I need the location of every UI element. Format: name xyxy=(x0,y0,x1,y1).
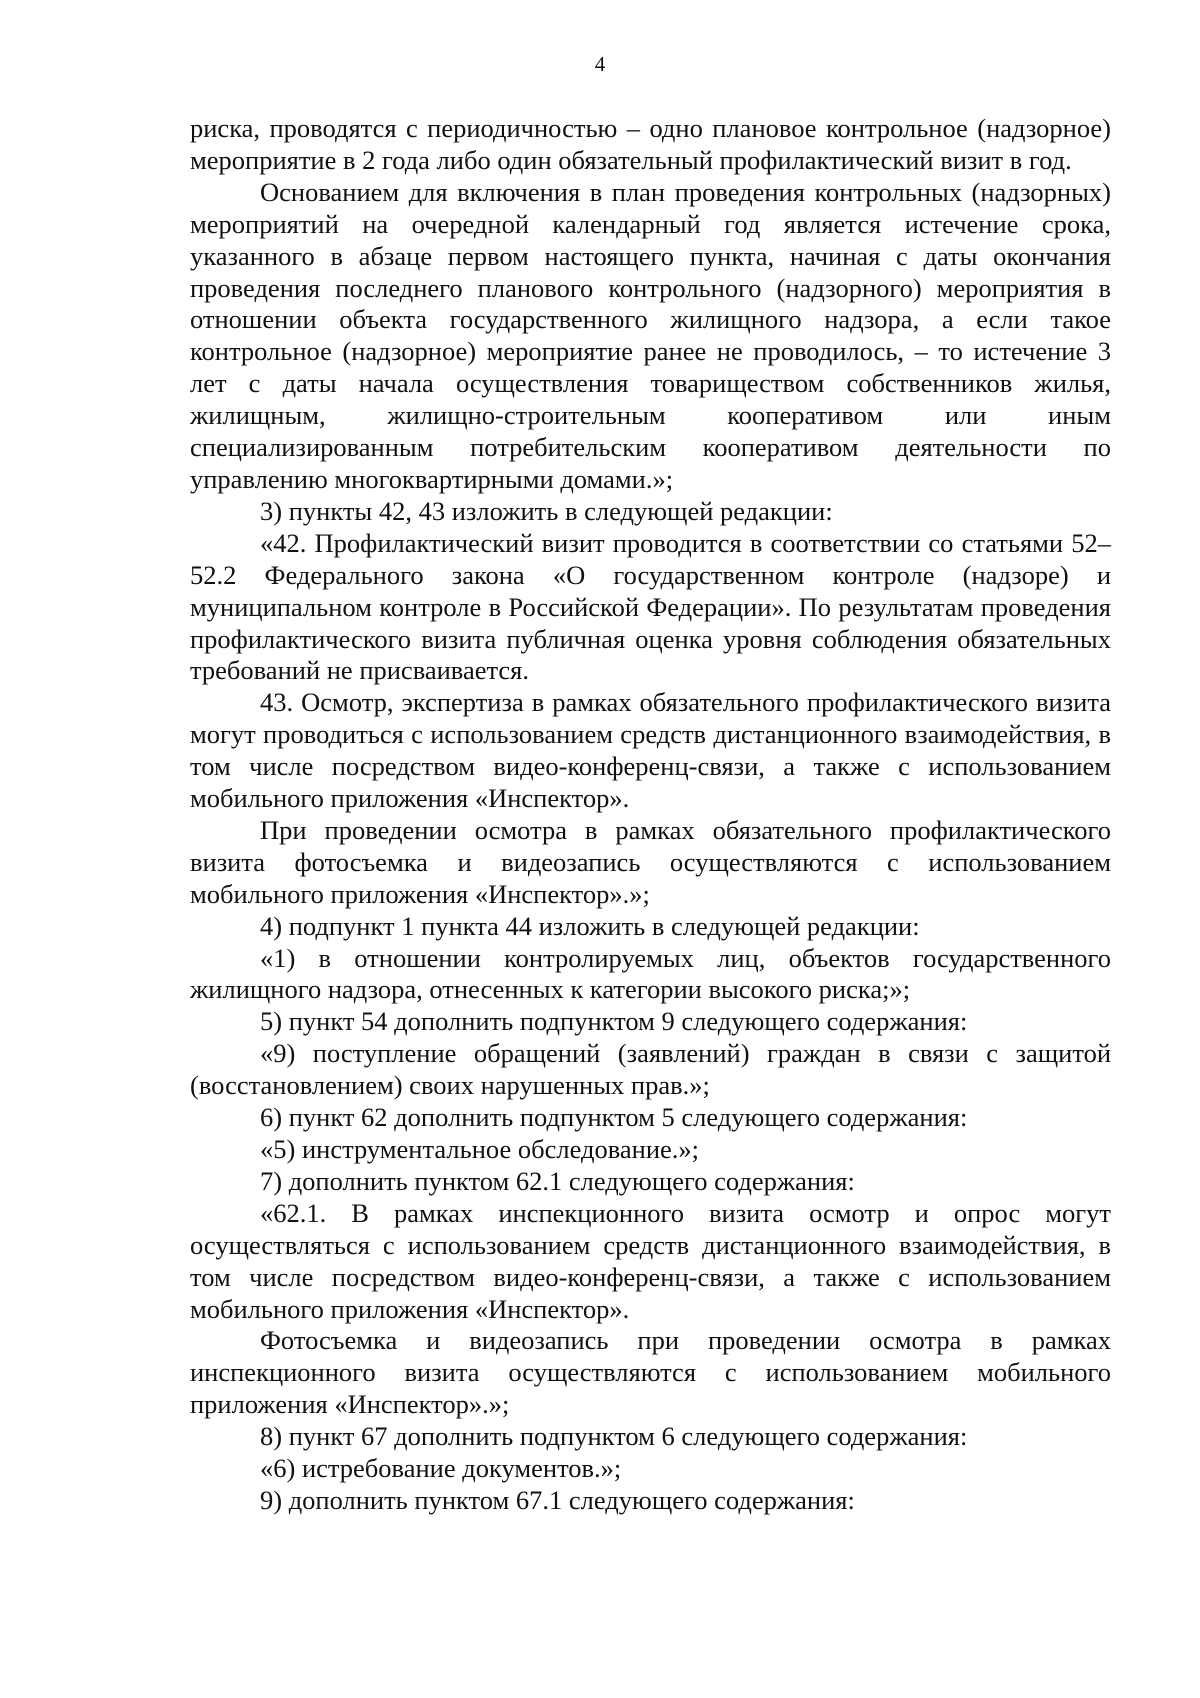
paragraph: 6) пункт 62 дополнить подпунктом 5 следующего содержания: xyxy=(260,1102,968,1133)
paragraph: «6) истребование документов.»; xyxy=(260,1453,622,1484)
paragraph: риска, проводятся с периодичностью – одно плановое контрольное (надзорное) мероприятие в 2 года либо один обязательный профилактический визит в год. xyxy=(190,113,1111,175)
paragraph: 43. Осмотр, экспертиза в рамках обязательного профилактического визита могут проводиться с использованием средств дистанционного взаимодействия, в том числе посредством видео-конференц-связи, а также с использованием мобильного приложения «Инспектор». xyxy=(190,687,1111,814)
paragraph: При проведении осмотра в рамках обязательного профилактического визита фотосъемка и видеозапись осуществляются с использованием мобильного приложения «Инспектор».»; xyxy=(190,814,1111,909)
paragraph: «1) в отношении контролируемых лиц, объектов государственного жилищного надзора, отнесенных к категории высокого риска;»; xyxy=(190,942,1111,1005)
paragraph: Основанием для включения в план проведения контрольных (надзорных) мероприятий на очередной календарный год является истечение срока, указанного в абзаце первом настоящего пункта, начиная с даты окончания проведения последнего планового контрольного (надзорного) мероприятия в отношении объекта государственного жилищного надзора, а если такое контрольное (надзорное) мероприятие ранее не проводилось, – то истечение 3 лет с даты начала осуществления товариществом собственников жилья, жилищным, жилищно-строительным кооперативом или иным специализированным потребительским кооперативом деятельности по управлению многоквартирными домами.»; xyxy=(190,176,1111,494)
paragraph: «42. Профилактический визит проводится в соответствии со статьями 52–52.2 Федерального закона «О государственном контроле (надзоре) и муниципальном контроле в Российской Федерации». По результатам проведения профилактического визита публичная оценка уровня соблюдения обязательных требований не присваивается. xyxy=(190,527,1111,686)
paragraph: «9) поступление обращений (заявлений) граждан в связи с защитой (восстановлением) своих нарушенных прав.»; xyxy=(190,1038,1111,1101)
paragraph: 5) пункт 54 дополнить подпунктом 9 следующего содержания: xyxy=(260,1006,968,1037)
page-number: 4 xyxy=(594,52,606,76)
paragraph: «62.1. В рамках инспекционного визита осмотр и опрос могут осуществляться с использованием средств дистанционного взаимодействия, в том числе посредством видео-конференц-связи, а также с использованием мобильного приложения «Инспектор». xyxy=(190,1197,1111,1324)
paragraph: 9) дополнить пунктом 67.1 следующего содержания: xyxy=(260,1484,855,1515)
paragraph: Фотосъемка и видеозапись при проведении осмотра в рамках инспекционного визита осуществляются с использованием мобильного приложения «Инспектор».»; xyxy=(190,1325,1111,1420)
paragraph: 3) пункты 42, 43 изложить в следующей редакции: xyxy=(260,495,833,526)
document-body xyxy=(190,113,1111,1517)
paragraph: 7) дополнить пунктом 62.1 следующего содержания: xyxy=(260,1165,855,1196)
paragraph: 4) подпункт 1 пункта 44 изложить в следующей редакции: xyxy=(260,910,920,941)
paragraph: 8) пункт 67 дополнить подпунктом 6 следующего содержания: xyxy=(260,1421,968,1452)
paragraph: «5) инструментальное обследование.»; xyxy=(260,1134,699,1164)
